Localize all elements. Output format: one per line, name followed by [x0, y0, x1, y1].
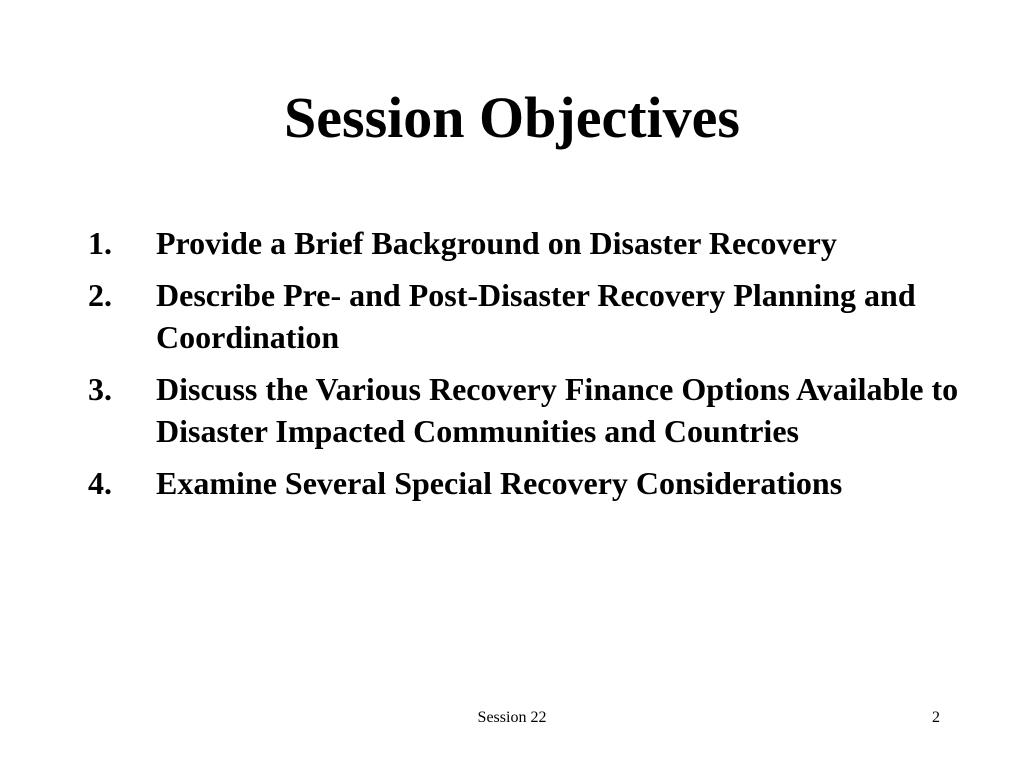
objective-text: Describe Pre- and Post-Disaster Recovery Planning and Coordination [156, 277, 916, 355]
objective-text: Provide a Brief Background on Disaster Recovery [156, 225, 837, 261]
objective-number: 4. [88, 465, 112, 501]
slide-title: Session Objectives [284, 85, 740, 150]
footer-page-number: 2 [932, 709, 940, 726]
objective-number: 1. [88, 225, 112, 261]
objectives-list [88, 222, 968, 514]
footer-session-label: Session 22 [477, 709, 547, 726]
objective-text: Examine Several Special Recovery Considerations [156, 465, 843, 501]
objective-item [88, 274, 968, 358]
objective-text: Discuss the Various Recovery Finance Options Available to Disaster Impacted Communities and Countries [156, 371, 959, 449]
objective-item [88, 462, 968, 504]
objective-number: 2. [88, 277, 112, 313]
objective-item [88, 222, 968, 264]
objective-number: 3. [88, 371, 112, 407]
objective-item [88, 368, 968, 452]
